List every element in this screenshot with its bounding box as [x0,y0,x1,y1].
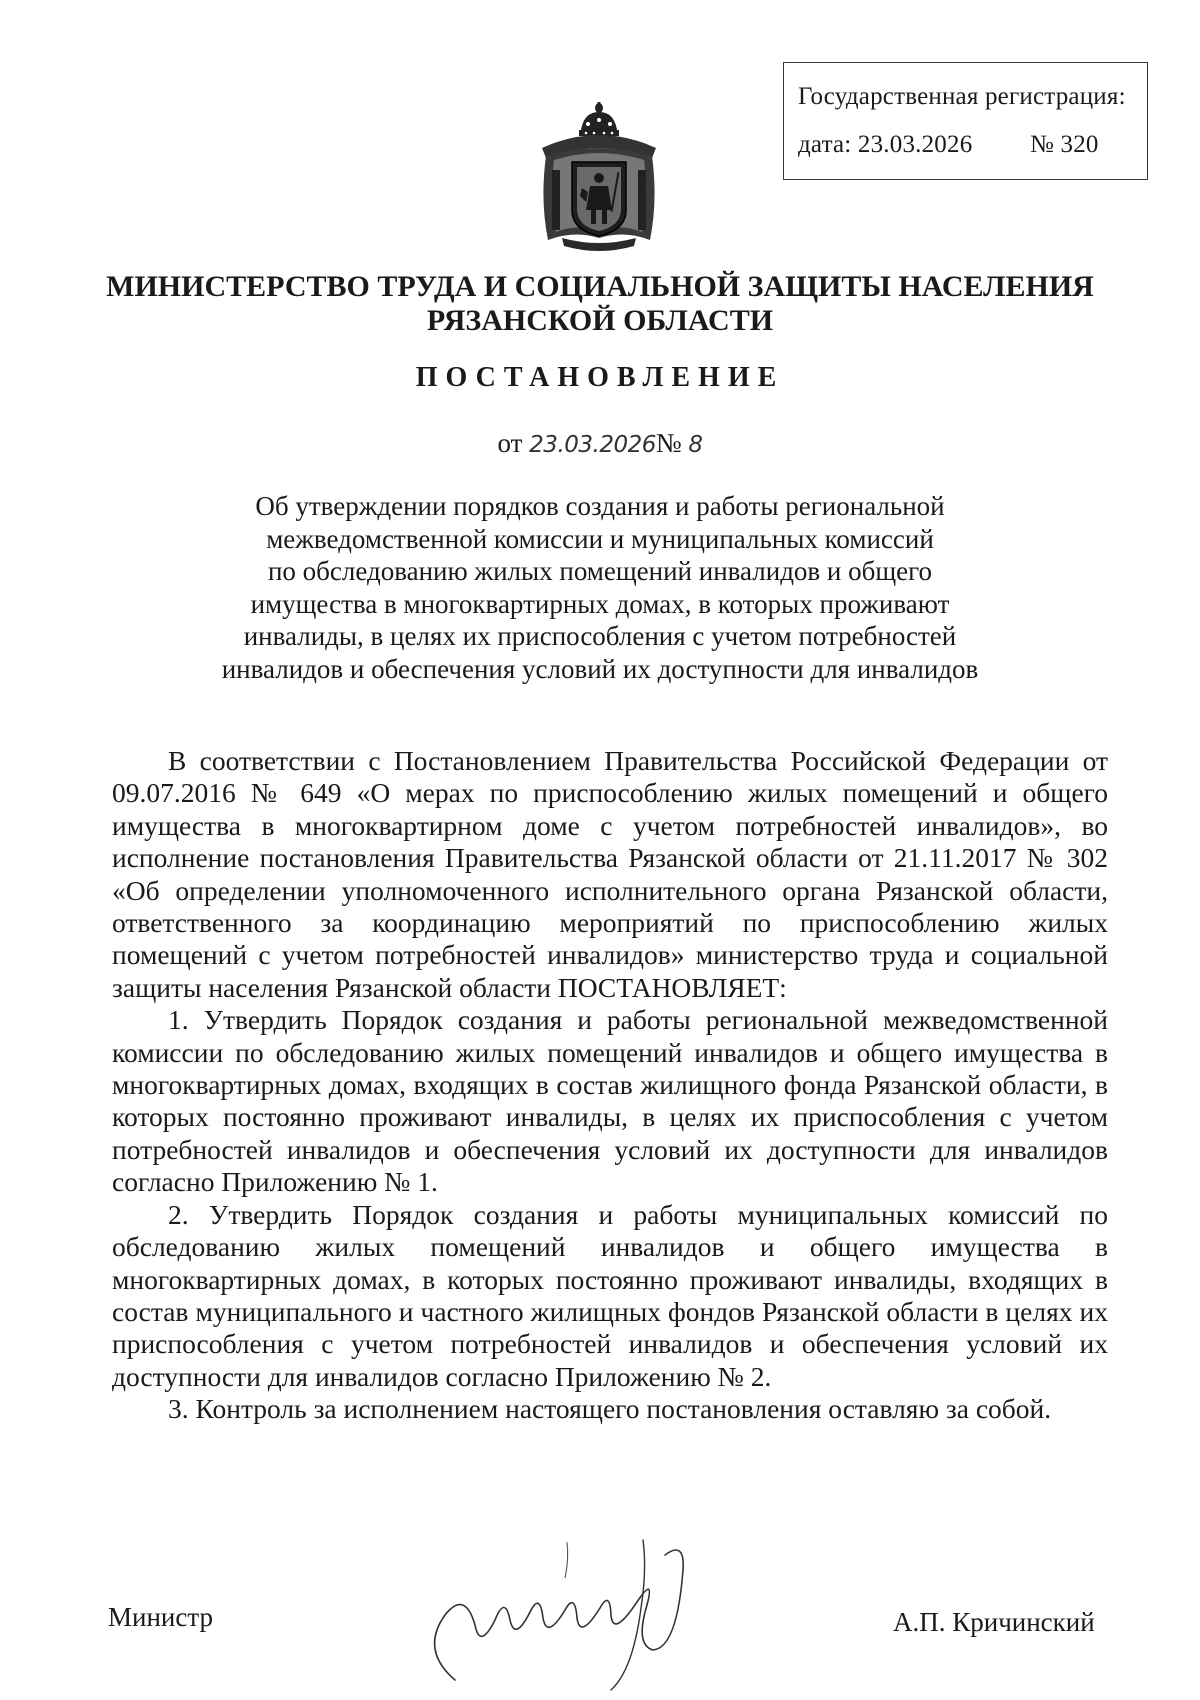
ministry-name-line2: РЯЗАНСКОЙ ОБЛАСТИ [426,304,774,337]
subject-line: имущества в многоквартирных домах, в которых проживают [250,588,950,619]
subject-line: Об утверждении порядков создания и работы региональной [255,491,945,521]
document-subject [0,490,1200,685]
subject-line: межведомственной комиссии и муниципальных комиссий [266,523,934,554]
handwritten-signature [415,1530,735,1700]
document-body [112,745,1108,1426]
subject-line: инвалиды, в целях их приспособления с учетом потребностей [243,621,957,651]
registration-number: № 320 [1030,131,1099,158]
document-date-line [0,428,1200,459]
date-prefix: от [497,428,523,458]
subject-line: инвалидов и обеспечения условий их доступности для инвалидов [221,653,979,684]
registration-title: Государственная регистрация: [798,83,1126,110]
ministry-name [0,270,1200,338]
handwritten-date: 23.03.2026 [529,432,656,458]
registration-stamp [783,62,1148,180]
body-paragraph-item-1: 1. Утвердить Порядок создания и работы региональной межведомственной комиссии по обследованию жилых помещений инвалидов и общего имущества в многоквартирных домах, входящих в состав жилищного фонда Рязанской области, в которых постоянно проживают инвалиды, в целях их приспособления с учетом потребностей инвалидов и обеспечения условий их доступности для инвалидов согласно Приложению № 1. [112,1004,1108,1198]
body-paragraph-preamble: В соответствии с Постановлением Правительства Российской Федерации от 09.07.2016 № 649 «О мерах по приспособлению жилых помещений и общего имущества в многоквартирном доме с учетом потребностей инвалидов», во исполнение постановления Правительства Рязанской области от 21.11.2017 № 302 «Об определении уполномоченного исполнительного органа Рязанской области, ответственного за координацию мероприятий по приспособлению жилых помещений с учетом потребностей инвалидов» министерство труда и социальной защиты населения Рязанской области ПОСТАНОВЛЯЕТ: [112,745,1108,1003]
document-type: ПОСТАНОВЛЕНИЕ [415,362,785,393]
signatory-role: Министр [108,1602,213,1632]
registration-date: дата: 23.03.2026 [798,131,973,158]
signatory-name: А.П. Кричинский [893,1607,1095,1637]
body-paragraph-item-2: 2. Утвердить Порядок создания и работы муниципальных комиссий по обследованию жилых помещений инвалидов и общего имущества в многоквартирных домах, в которых постоянно проживают инвалиды, входящих в состав муниципального и частного жилищных фондов Рязанской области в целях их приспособления с учетом потребностей инвалидов и обеспечения условий их доступности для инвалидов согласно Приложению № 2. [112,1198,1108,1392]
handwritten-number: 8 [688,432,703,458]
number-prefix: № [655,428,682,458]
ryazan-coat-of-arms-icon [524,100,674,255]
body-paragraph-item-3: 3. Контроль за исполнением настоящего постановления оставляю за собой. [168,1393,1052,1425]
ministry-name-line1: МИНИСТЕРСТВО ТРУДА И СОЦИАЛЬНОЙ ЗАЩИТЫ НАСЕЛЕНИЯ [106,270,1094,303]
subject-line: по обследованию жилых помещений инвалидов и общего [267,556,933,586]
